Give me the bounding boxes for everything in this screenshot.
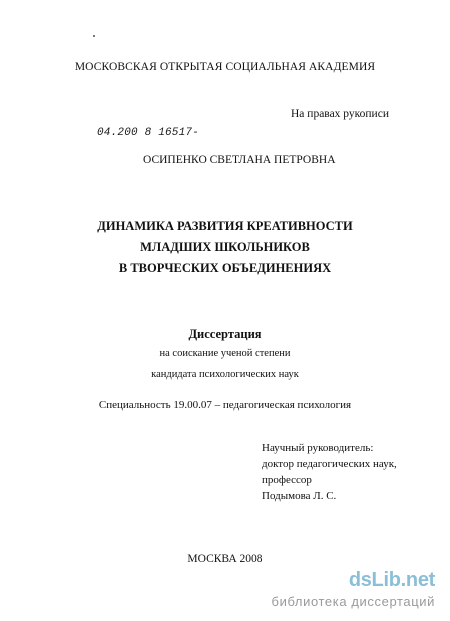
institution-name: МОСКОВСКАЯ ОТКРЫТАЯ СОЦИАЛЬНАЯ АКАДЕМИЯ: [74, 61, 376, 73]
title-line-2: МЛАДШИХ ШКОЛЬНИКОВ: [140, 240, 310, 254]
title-line-3: В ТВОРЧЕСКИХ ОБЪЕДИНЕНИЯХ: [118, 261, 332, 275]
title-line-1: ДИНАМИКА РАЗВИТИЯ КРЕАТИВНОСТИ: [97, 219, 353, 233]
scan-speck: [93, 35, 95, 37]
author-name: ОСИПЕНКО СВЕТЛАНА ПЕТРОВНА: [143, 154, 336, 166]
city-year: МОСКВА 2008: [187, 553, 263, 565]
specialty: Специальность 19.00.07 – педагогическая психология: [98, 399, 352, 411]
registration-stamp: 04.200 8 16517-: [97, 127, 200, 139]
advisor-name: Подымова Л. С.: [262, 490, 337, 502]
document-type: Диссертация: [188, 327, 262, 341]
advisor-heading: Научный руководитель:: [262, 442, 374, 454]
advisor-rank: профессор: [262, 474, 312, 486]
watermark-subtitle: библиотека диссертаций: [271, 594, 435, 609]
site-watermark: [268, 569, 443, 613]
advisor-degree: доктор педагогических наук,: [262, 458, 397, 470]
rights-notice: На правах рукописи: [291, 108, 389, 120]
watermark-logo: dsLib.net: [348, 569, 435, 591]
degree-line-1: на соискание ученой степени: [159, 348, 291, 359]
degree-line-2: кандидата психологических наук: [151, 369, 299, 380]
